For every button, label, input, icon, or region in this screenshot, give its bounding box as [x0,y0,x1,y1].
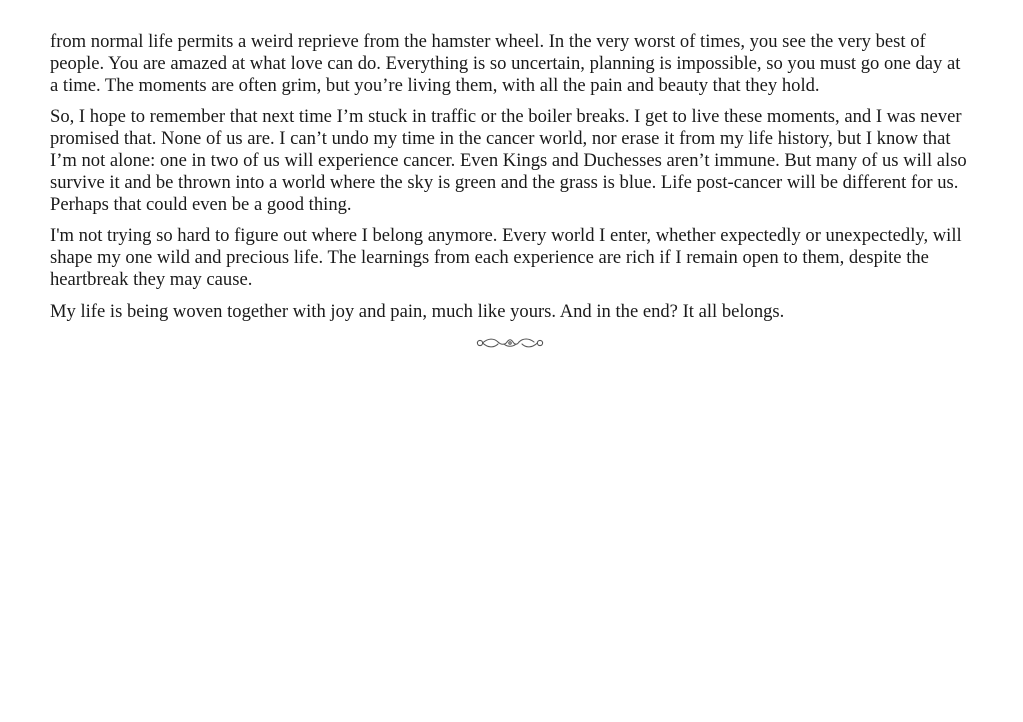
paragraph-3: I'm not trying so hard to figure out where I belong anymore. Every world I enter, whether expectedly or unexpectedly, will shape my one wild and precious life. The learnings from each experience are rich if I remain open to them, despite the heartbreak they may cause. [50,225,962,290]
flourish-divider-icon [474,337,546,349]
article-body [50,31,970,349]
paragraph-2: So, I hope to remember that next time I’m stuck in traffic or the boiler breaks. I get to live these moments, and I was never promised that. None of us are. I can’t undo my time in the cancer world, nor erase it from my life history, but I know that I’m not alone: one in two of us will experience cancer. Even Kings and Duchesses aren’t immune. But many of us will also survive it and be thrown into a world where the sky is green and the grass is blue. Life post-cancer will be different for us. Perhaps that could even be a good thing. [50,106,967,215]
paragraph-1: from normal life permits a weird reprieve from the hamster wheel. In the very worst of times, you see the very best of people. You are amazed at what love can do. Everything is so uncertain, planning is impossible, so you must go one day at a time. The moments are often grim, but you’re living them, with all the pain and beauty that they hold. [50,31,961,96]
paragraph-4: My life is being woven together with joy and pain, much like yours. And in the end? It all belongs. [50,300,785,322]
